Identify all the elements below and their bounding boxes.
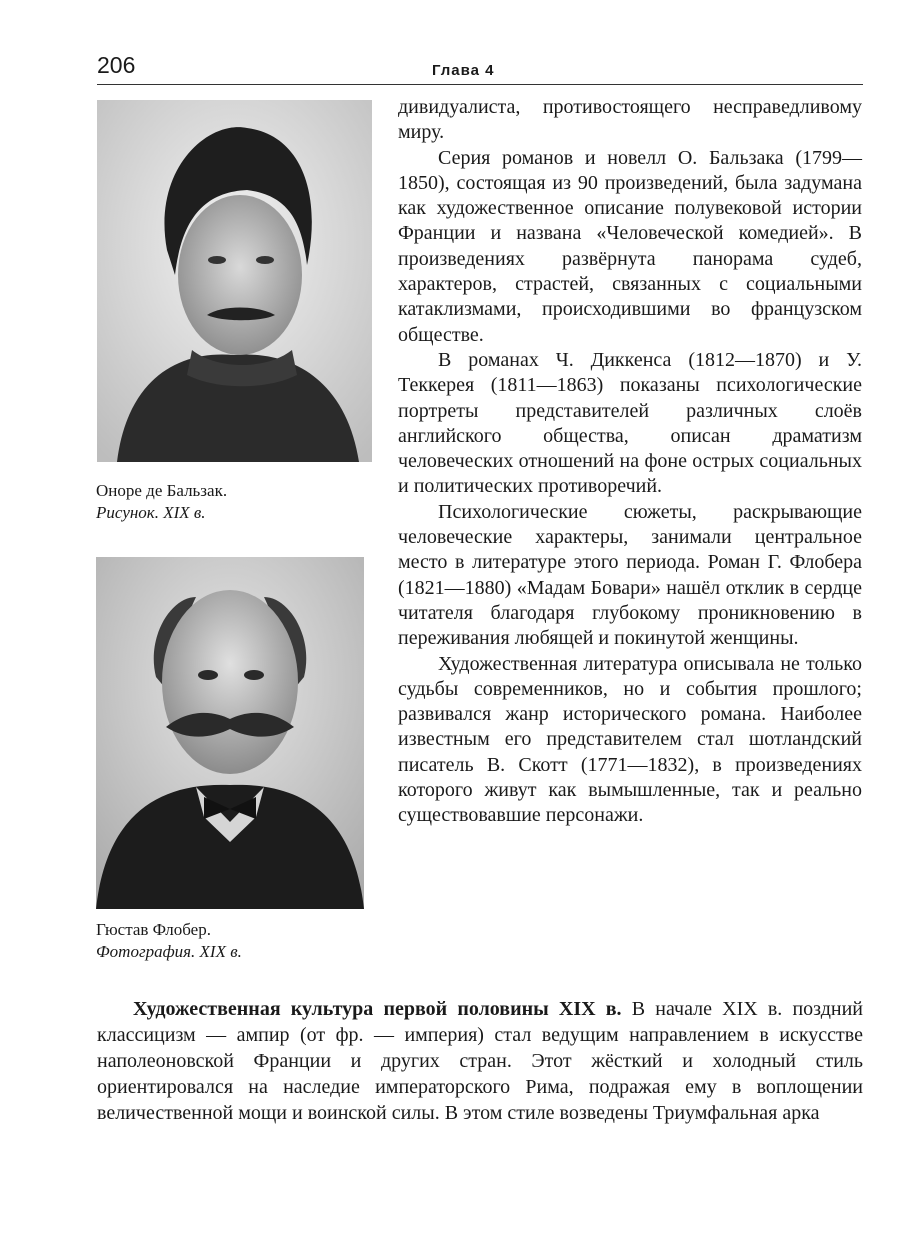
caption-flaubert-type: Фотография. XIX в. bbox=[96, 942, 242, 961]
portrait-flaubert-image bbox=[96, 557, 364, 909]
paragraph-continuation: дивидуалиста, противостоящего несправедливому миру. bbox=[398, 96, 862, 144]
portrait-balzac-image bbox=[97, 100, 372, 462]
caption-balzac-type: Рисунок. XIX в. bbox=[96, 503, 206, 522]
paragraph-balzac: Серия романов и новелл О. Бальзака (1799—1850), состоящая из 90 произведений, была задумана как художественное описание полувековой истории Франции и названа «Человеческой комедией». В произведениях развёрнута панорама судеб, характеров, страстей, связанных с социальными катаклизмами, происходившими во французском обществе. bbox=[398, 146, 862, 346]
header-rule bbox=[97, 84, 863, 85]
caption-flaubert-name: Гюстав Флобер. bbox=[96, 920, 211, 939]
page-number: 206 bbox=[97, 52, 136, 78]
section-art-culture bbox=[97, 996, 863, 1126]
chapter-title: Глава 4 bbox=[432, 62, 495, 79]
caption-flaubert bbox=[96, 919, 242, 963]
paragraph-flaubert: Психологические сюжеты, раскрывающие человеческие характеры, занимали центральное место в литературе этого периода. Роман Г. Флобера (1821—1880) «Мадам Бовари» нашёл отклик в сердце читателя благодаря глубокому проникновению в переживания любящей и покинутой женщины. bbox=[398, 500, 862, 650]
text-column bbox=[398, 95, 862, 829]
paragraph-dickens-thackeray: В романах Ч. Диккенса (1812—1870) и У. Теккерея (1811—1863) показаны психологические портреты представителей различных слоёв английского общества, описан драматизм человеческих отношений на фоне острых социальных и политических противоречий. bbox=[398, 348, 862, 498]
caption-balzac-name: Оноре де Бальзак. bbox=[96, 481, 228, 500]
section-heading: Художественная культура первой половины XIX в. bbox=[133, 998, 622, 1020]
paragraph-scott: Художественная литература описывала не только судьбы современников, но и события прошлого; развивался жанр исторического романа. Наиболее известным его представителем стал шотландский писатель В. Скотт (1771—1832), в произведениях которого живут как вымышленные, так и реально существовавшие персонажи. bbox=[398, 652, 862, 827]
section-body: В начале XIX в. поздний классицизм — ампир (от фр. — империя) стал ведущим направлением в искусстве наполеоновской Франции и других стран. Этот жёсткий и холодный стиль ориентировался на наследие императорского Рима, подражая ему в воплощении величественной мощи и воинской силы. В этом стиле возведены Триумфальная арка bbox=[97, 998, 864, 1124]
caption-balzac bbox=[96, 480, 227, 524]
section-paragraph bbox=[97, 996, 863, 1126]
